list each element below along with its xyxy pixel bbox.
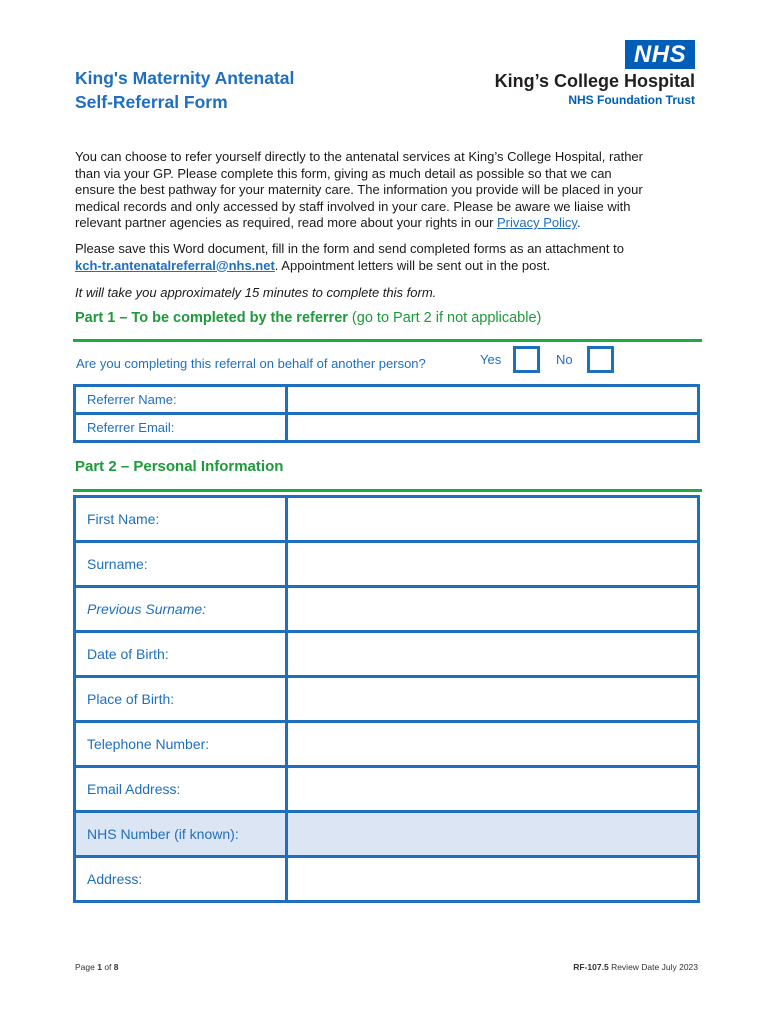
part1-heading-title: Part 1 – To be completed by the referrer bbox=[75, 310, 348, 326]
instructions-line: Please save this Word document, fill in the form and send completed forms as an attachment to bbox=[75, 241, 624, 256]
referral-question: Are you completing this referral on behalf of another person? bbox=[76, 356, 426, 371]
no-checkbox[interactable] bbox=[587, 346, 614, 373]
nhs-number-field[interactable] bbox=[287, 812, 699, 857]
form-title bbox=[75, 66, 294, 114]
time-note: It will take you approximately 15 minutes to complete this form. bbox=[75, 285, 437, 300]
table-row bbox=[75, 497, 699, 542]
yes-checkbox[interactable] bbox=[513, 346, 540, 373]
referral-email-link[interactable]: kch-tr.antenatalreferral@nhs.net bbox=[75, 257, 275, 273]
privacy-policy-link[interactable]: Privacy Policy bbox=[497, 215, 577, 230]
telephone-number-field[interactable] bbox=[287, 722, 699, 767]
hospital-name: King’s College Hospital bbox=[494, 71, 695, 91]
personal-info-table bbox=[73, 495, 700, 903]
surname-field[interactable] bbox=[287, 542, 699, 587]
table-row bbox=[75, 542, 699, 587]
telephone-number-label: Telephone Number: bbox=[75, 722, 287, 767]
instructions-line-end: . Appointment letters will be sent out in the post. bbox=[274, 257, 551, 273]
email-address-label: Email Address: bbox=[75, 767, 287, 812]
yes-label: Yes bbox=[480, 352, 502, 367]
first-name-label: First Name: bbox=[75, 497, 287, 542]
place-of-birth-label: Place of Birth: bbox=[75, 677, 287, 722]
surname-label: Surname: bbox=[75, 542, 287, 587]
page-prefix: Page bbox=[75, 962, 98, 972]
intro-line: than via your GP. Please complete this form, giving as much detail as possible so that we can bbox=[75, 165, 612, 181]
document-reference bbox=[573, 962, 698, 972]
intro-paragraph bbox=[75, 149, 700, 232]
part2-divider bbox=[73, 489, 702, 492]
table-row bbox=[75, 812, 699, 857]
place-of-birth-field[interactable] bbox=[287, 677, 699, 722]
table-row bbox=[75, 587, 699, 632]
referrer-email-label: Referrer Email: bbox=[75, 414, 287, 442]
instructions-paragraph bbox=[75, 241, 700, 274]
previous-surname-label: Previous Surname: bbox=[75, 587, 287, 632]
part1-heading-note: (go to Part 2 if not applicable) bbox=[347, 310, 542, 326]
previous-surname-field[interactable] bbox=[287, 587, 699, 632]
referrer-name-label: Referrer Name: bbox=[75, 386, 287, 414]
page-total: 8 bbox=[113, 962, 119, 972]
instructions-line bbox=[75, 258, 700, 275]
intro-line: You can choose to refer yourself directly to the antenatal services at King’s College Hospital, rather bbox=[75, 149, 643, 164]
date-of-birth-field[interactable] bbox=[287, 632, 699, 677]
email-address-field[interactable] bbox=[287, 767, 699, 812]
ref-code: RF-107.5 bbox=[573, 962, 609, 972]
page-of: of bbox=[101, 962, 114, 972]
nhs-number-label: NHS Number (if known): bbox=[75, 812, 287, 857]
referrer-table bbox=[73, 384, 700, 443]
date-of-birth-label: Date of Birth: bbox=[75, 632, 287, 677]
part2-heading: Part 2 – Personal Information bbox=[75, 458, 284, 475]
page-current: 1 bbox=[97, 962, 102, 972]
nhs-logo bbox=[470, 40, 698, 110]
first-name-field[interactable] bbox=[287, 497, 699, 542]
intro-line-text: relevant partner agencies as required, read more about your rights in our bbox=[75, 215, 498, 230]
address-label: Address: bbox=[75, 857, 287, 902]
table-row bbox=[75, 857, 699, 902]
referrer-name-field[interactable] bbox=[287, 386, 699, 414]
intro-line-end: . bbox=[576, 215, 581, 230]
no-label: No bbox=[556, 352, 573, 367]
part1-heading bbox=[75, 310, 541, 326]
table-row bbox=[75, 677, 699, 722]
table-row bbox=[75, 386, 699, 414]
review-date: Review Date July 2023 bbox=[608, 962, 698, 972]
form-title-line1: King's Maternity Antenatal bbox=[75, 68, 295, 88]
table-row bbox=[75, 722, 699, 767]
form-title-line2: Self-Referral Form bbox=[75, 92, 228, 112]
referrer-email-field[interactable] bbox=[287, 414, 699, 442]
nhs-logo-box: NHS bbox=[625, 40, 695, 69]
intro-line bbox=[75, 215, 700, 232]
part1-divider bbox=[73, 339, 702, 342]
address-field[interactable] bbox=[287, 857, 699, 902]
table-row bbox=[75, 767, 699, 812]
trust-name: NHS Foundation Trust bbox=[568, 93, 695, 107]
page-number bbox=[75, 962, 119, 972]
intro-line: ensure the best pathway for your maternity care. The information you provide will be placed in your bbox=[75, 182, 643, 197]
table-row bbox=[75, 414, 699, 442]
intro-line: medical records and only accessed by staff involved in your care. Please be aware we liaise with bbox=[75, 198, 631, 214]
table-row bbox=[75, 632, 699, 677]
